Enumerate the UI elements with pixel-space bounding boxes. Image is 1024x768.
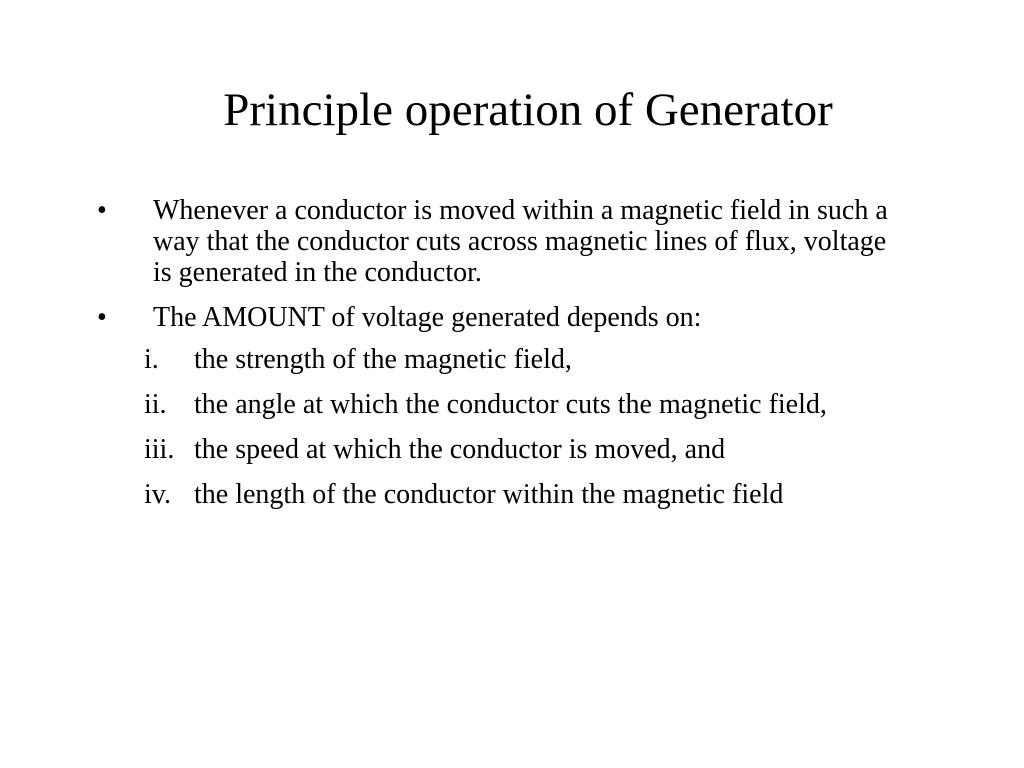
item-text: the speed at which the conductor is moved, and [194,434,726,465]
numbered-list [97,344,897,510]
slide-title: Principle operation of Generator [223,84,833,136]
numbered-item [97,389,897,420]
numbered-item [97,434,897,465]
bullet-marker: • [97,302,107,333]
numbered-item [97,344,897,375]
item-text: the angle at which the conductor cuts the magnetic field, [194,389,827,420]
bullet-item [97,195,897,288]
slide-body [97,195,897,524]
item-number: iii. [144,434,175,465]
item-number: iv. [144,479,171,510]
item-number: i. [144,344,159,375]
item-number: ii. [144,389,167,420]
bullet-text: Whenever a conductor is moved within a magnetic field in such a way that the conductor cuts across magnetic lines of flux, voltage is generated in the conductor. [153,195,888,288]
item-text: the strength of the magnetic field, [194,344,572,375]
bullet-marker: • [97,195,107,226]
numbered-item [97,479,897,510]
item-text: the length of the conductor within the magnetic field [194,479,784,510]
bullet-text: The AMOUNT of voltage generated depends on: [153,302,702,333]
bullet-item [97,302,897,333]
